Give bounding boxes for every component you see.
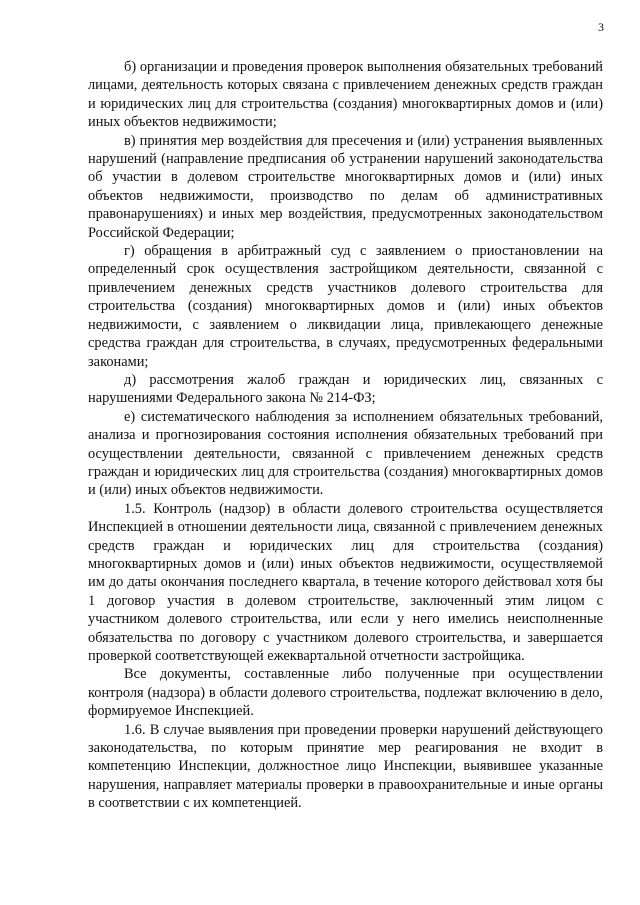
- paragraph-v: в) принятия мер воздействия для пресечения и (или) устранения выявленных нарушений (направление предписания об устранении нарушений законодательства об участии в долевом строительстве многоквартирных домов и (или) иных объектов недвижимости, производство по делам об административных правонарушениях) и иных мер воздействия, предусмотренных законодательством Российской Федерации;: [88, 132, 603, 241]
- paragraph-g: г) обращения в арбитражный суд с заявлением о приостановлении на определенный срок осуществления застройщиком деятельности, связанной с привлечением денежных средств участников долевого строительства для строительства (создания) многоквартирных домов и (или) иных объектов недвижимости, с заявлением о ликвидации лица, привлекающего денежные средства граждан для строительства, в случаях, предусмотренных федеральными законами;: [88, 243, 603, 370]
- paragraph-b: б) организации и проведения проверок выполнения обязательных требований лицами, деятельность которых связана с привлечением денежных средств граждан и юридических лиц для строительства (создания) многоквартирных домов и (или) иных объектов недвижимости;: [88, 59, 603, 131]
- paragraph-e: е) систематического наблюдения за исполнением обязательных требований, анализа и прогнозирования состояния исполнения обязательных требований при осуществлении деятельности, связанной с привлечением денежных средств граждан и юридических лиц для строительства (создания) многоквартирных домов и (или) иных объектов недвижимости.: [88, 408, 603, 499]
- paragraph-d: д) рассмотрения жалоб граждан и юридических лиц, связанных с нарушениями Федерального закона № 214-ФЗ;: [88, 371, 603, 407]
- page-number: 3: [598, 20, 604, 34]
- paragraph-1-6: 1.6. В случае выявления при проведении проверки нарушений действующего законодательства, по которым принятие мер реагирования не входит в компетенцию Инспекции, должностное лицо Инспекции, выявившее указанные нарушения, направляет материалы проверки в правоохранительные и иные органы в соответствии с их компетенцией.: [88, 721, 603, 812]
- paragraph-1-5: 1.5. Контроль (надзор) в области долевого строительства осуществляется Инспекцией в отношении деятельности лица, связанной с привлечением денежных средств граждан и юридических лиц для строительства (создания) многоквартирных домов и (или) иных объектов недвижимости, осуществляемой им до даты окончания последнего квартала, в течение которого действовал хотя бы 1 договор участия в долевом строительстве, заключенный этим лицом с участником долевого строительства, или если у него имелись неисполненные обязательства по договору с участником долевого строительства, и завершается проверкой соответствующей ежеквартальной отчетности застройщика.: [88, 500, 603, 664]
- paragraph-documents: Все документы, составленные либо полученные при осуществлении контроля (надзора) в области долевого строительства, подлежат включению в дело, формируемое Инспекцией.: [88, 666, 603, 720]
- document-body: [88, 58, 603, 813]
